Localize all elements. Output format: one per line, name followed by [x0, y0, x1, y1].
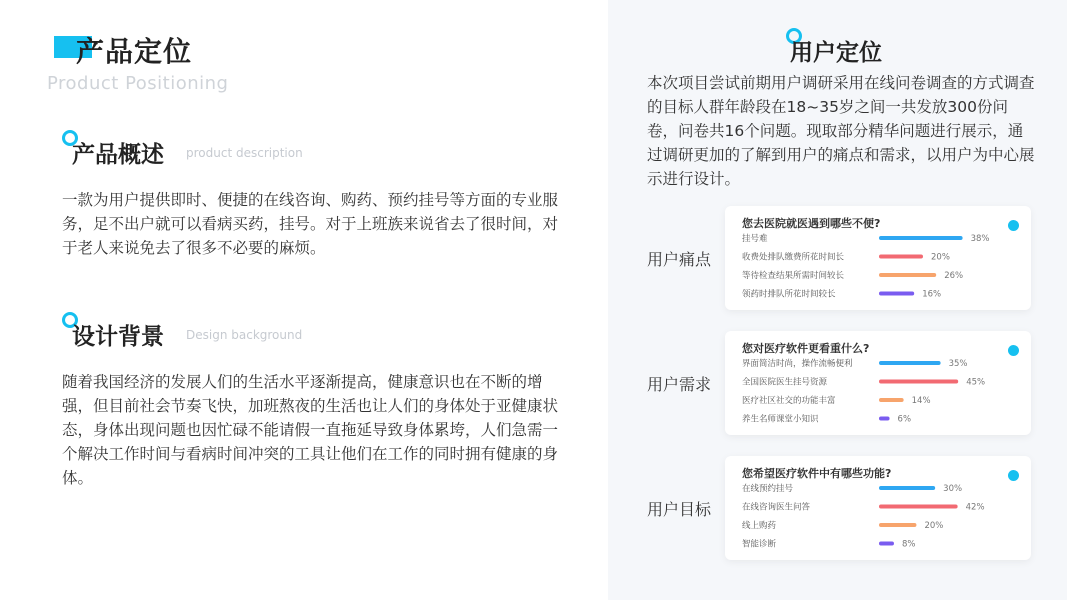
survey-chart-3 — [725, 456, 1031, 560]
survey-question-3: 您希望医疗软件中有哪些功能? — [742, 467, 892, 480]
bar-category-label: 医疗社区社交的功能丰富 — [742, 396, 836, 406]
bar-category-label: 在线咨询医生问答 — [742, 502, 811, 513]
bar — [879, 486, 935, 490]
bar-value-label: 6% — [897, 414, 912, 425]
bar-value-label: 14% — [911, 396, 931, 406]
background-subtitle: Design background — [186, 328, 303, 342]
bar — [879, 236, 963, 240]
bar — [879, 398, 904, 402]
bar-value-label: 35% — [948, 359, 968, 369]
background-header — [62, 312, 562, 348]
bar-category-label: 收费处排队缴费所花时间长 — [742, 252, 845, 263]
row-label-needs: 用户需求 — [647, 375, 712, 394]
bar-category-label: 挂号难 — [742, 234, 768, 244]
survey-chart-1 — [725, 206, 1031, 310]
overview-text: 一款为用户提供即时、便捷的在线咨询、购药、预约挂号等方面的专业服务，足不出户就可以看病买药，挂号。对于上班族来说省去了很时间，对于老人来说免去了很多不必要的麻烦。 — [62, 191, 559, 257]
bar-category-label: 智能诊断 — [742, 539, 777, 550]
bar — [879, 292, 914, 296]
overview-subtitle: product description — [186, 146, 303, 160]
bar-value-label: 42% — [965, 502, 985, 513]
background-title: 设计背景 — [72, 324, 164, 350]
overview-title: 产品概述 — [72, 142, 164, 168]
survey-question-1: 您去医院就医遇到哪些不便? — [742, 217, 881, 230]
bar — [879, 505, 958, 509]
user-positioning-title: 用户定位 — [790, 40, 882, 66]
bar-category-label: 全国医院医生挂号资源 — [742, 377, 828, 388]
survey-chart-2 — [725, 331, 1031, 435]
bar-value-label: 8% — [901, 539, 916, 550]
bar-value-label: 20% — [924, 521, 944, 531]
bar — [879, 273, 936, 277]
bar-value-label: 45% — [966, 377, 986, 388]
bar-value-label: 16% — [922, 289, 942, 300]
background-text: 随着我国经济的发展人们的生活水平逐渐提高，健康意识也在不断的增强，但目前社会节奏飞快，加班熬夜的生活也让人们的身体处于亚健康状态，身体出现问题也因忙碌不能请假一直拖延导致身体累垮，人们急需一个解决工作时间与看病时间冲突的工具让他们在工作的同时拥有健康的身体。 — [62, 373, 559, 487]
bar — [879, 417, 890, 421]
page-title-block — [54, 30, 193, 70]
bar — [879, 523, 916, 527]
row-label-goals: 用户目标 — [647, 500, 712, 519]
survey-card-3 — [725, 456, 1031, 560]
background-section — [62, 312, 562, 490]
bar-category-label: 等待检查结果所需时间较长 — [742, 271, 845, 281]
row-label-pain-points: 用户痛点 — [647, 250, 712, 269]
bar-value-label: 20% — [931, 252, 950, 263]
bar-category-label: 养生名师课堂小知识 — [742, 414, 819, 425]
bar-value-label: 38% — [970, 234, 990, 244]
overview-section — [62, 130, 562, 260]
survey-card-1 — [725, 206, 1031, 310]
bar-category-label: 界面简洁时尚，操作流畅便利 — [742, 359, 853, 369]
bar-value-label: 30% — [943, 484, 963, 494]
bar-category-label: 线上购药 — [742, 521, 777, 531]
bar-category-label: 在线预约挂号 — [742, 484, 794, 494]
page-subtitle: Product Positioning — [47, 73, 229, 94]
bar-value-label: 26% — [944, 271, 964, 281]
bar — [879, 542, 894, 546]
bar — [879, 361, 941, 365]
survey-card-2 — [725, 331, 1031, 435]
user-positioning-intro: 本次项目尝试前期用户调研采用在线问卷调查的方式调查的目标人群年龄段在18~35岁之间一共发放300份问卷，问卷共16个问题。现取部分精华问题进行展示，通过调研更加的了解到用户的痛点和需求，以用户为中心展示进行设计。 — [647, 74, 1035, 188]
bar-category-label: 领药时排队所花时间较长 — [742, 289, 836, 300]
survey-question-2: 您对医疗软件更看重什么? — [742, 342, 870, 355]
bar — [879, 380, 958, 384]
page-title: 产品定位 — [76, 35, 193, 68]
bar — [879, 255, 923, 259]
overview-header — [62, 130, 562, 166]
